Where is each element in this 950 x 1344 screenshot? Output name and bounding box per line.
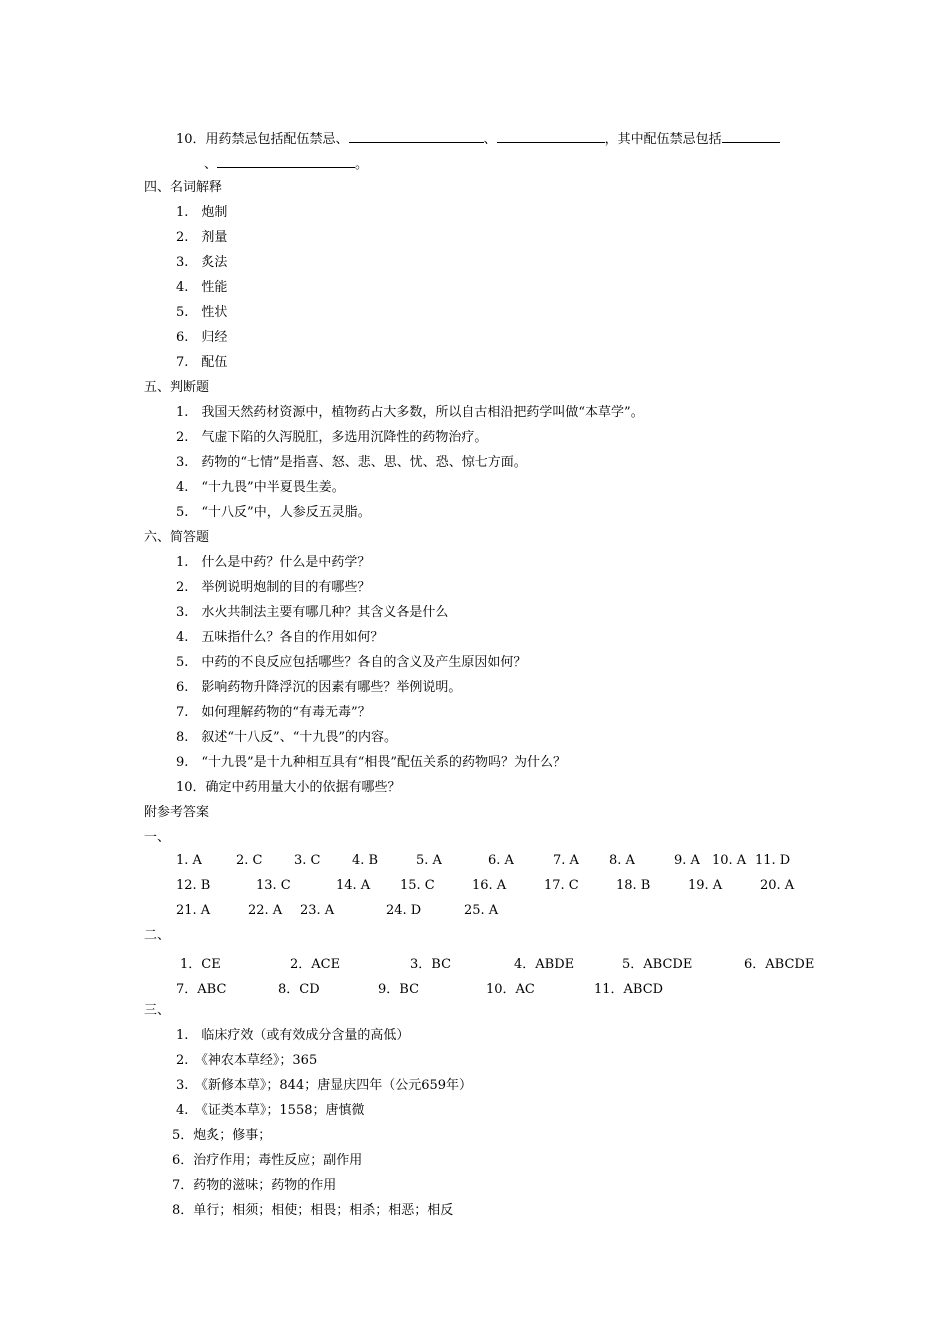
sec6-item: 6. 影响药物升降浮沉的因素有哪些？举例说明。: [176, 680, 462, 695]
answer-item: 20. A: [760, 878, 795, 893]
answers-heading: 附参考答案: [144, 805, 210, 820]
answer-item: 21. A: [176, 903, 211, 918]
answer-item: 3．BC: [410, 957, 452, 972]
answer-item: 12. B: [176, 878, 211, 893]
sec6-item: 4. 五味指什么？各自的作用如何？: [176, 630, 384, 645]
answer-item: 10．AC: [486, 982, 535, 997]
answer-item: 5．ABCDE: [622, 957, 693, 972]
answer-item: 14. A: [336, 878, 371, 893]
sec6-item: 10．确定中药用量大小的依据有哪些？: [176, 780, 401, 795]
sec5-item: 3. 药物的“七情”是指喜、怒、悲、思、忧、恐、惊七方面。: [176, 455, 527, 470]
sec6-item: 2. 举例说明炮制的目的有哪些？: [176, 580, 371, 595]
question-10-text-b: ，其中配伍禁忌包括: [604, 132, 722, 147]
answer-item: 7. A: [553, 853, 579, 868]
answer-item: 6．ABCDE: [744, 957, 815, 972]
answer-item: 18. B: [616, 878, 651, 893]
answer-item: 4．ABDE: [514, 957, 575, 972]
section-6-heading: 六、简答题: [144, 530, 210, 545]
answer-3-item: 4. 《证类本草》；1558；唐慎微: [176, 1103, 365, 1118]
answer-3-item: 1. 临床疗效（或有效成分含量的高低）: [176, 1028, 410, 1043]
question-10-cont-end: 。: [355, 157, 369, 172]
sec4-item: 4. 性能: [176, 280, 228, 295]
answer-item: 8．CD: [278, 982, 320, 997]
answer-item: 17. C: [544, 878, 579, 893]
answer-item: 1. A: [176, 853, 202, 868]
answer-item: 9．BC: [378, 982, 420, 997]
answer-item: 6. A: [488, 853, 514, 868]
answer-item: 1．CE: [180, 957, 221, 972]
answer-item: 7．ABC: [176, 982, 227, 997]
answer-item: 9. A: [674, 853, 700, 868]
answer-item: 8. A: [609, 853, 635, 868]
answer-item: 15. C: [400, 878, 435, 893]
answer-item: 2. C: [236, 853, 263, 868]
answer-3-item: 2. 《神农本草经》；365: [176, 1053, 318, 1068]
sec6-item: 9. “十九畏”是十九种相互具有“相畏”配伍关系的药物吗？为什么？: [176, 755, 566, 770]
answer-item: 22. A: [248, 903, 283, 918]
sec5-item: 2. 气虚下陷的久泻脱肛，多选用沉降性的药物治疗。: [176, 430, 488, 445]
answer-item: 4. B: [352, 853, 379, 868]
answer-item: 2．ACE: [290, 957, 341, 972]
sec6-item: 8. 叙述“十八反”、“十九畏”的内容。: [176, 730, 397, 745]
section-4-heading: 四、名词解释: [144, 180, 223, 195]
blank-2: [497, 130, 605, 143]
answer-item: 11．ABCD: [594, 982, 664, 997]
answer-item: 19. A: [688, 878, 723, 893]
answer-item: 5. A: [416, 853, 442, 868]
sec6-item: 7. 如何理解药物的“有毒无毒”？: [176, 705, 371, 720]
sec5-item: 4. “十九畏”中半夏畏生姜。: [176, 480, 345, 495]
answer-item: 3. C: [294, 853, 321, 868]
answer-3-item: 6．治疗作用；毒性反应；副作用: [172, 1153, 363, 1168]
blank-3: [722, 130, 780, 143]
sec4-item: 5. 性状: [176, 305, 228, 320]
sec4-item: 3. 炙法: [176, 255, 228, 270]
question-10-cont-a: 、: [204, 157, 218, 172]
answer-3-item: 3. 《新修本草》；844；唐显庆四年（公元659年）: [176, 1078, 473, 1093]
question-10-line1: [176, 130, 780, 148]
blank-1: [349, 130, 484, 143]
sec6-item: 5. 中药的不良反应包括哪些？各自的含义及产生原因如何？: [176, 655, 527, 670]
sec4-item: 2. 剂量: [176, 230, 228, 245]
answers-part3-label: 三、: [144, 1003, 171, 1018]
sec6-item: 3. 水火共制法主要有哪几种？其含义各是什么: [176, 605, 449, 620]
answer-item: 13. C: [256, 878, 291, 893]
answer-item: 24. D: [386, 903, 422, 918]
answer-item: 16. A: [472, 878, 507, 893]
answers-part2-label: 二、: [144, 928, 171, 943]
answer-3-item: 7．药物的滋味；药物的作用: [172, 1178, 337, 1193]
sec6-item: 1. 什么是中药？什么是中药学？: [176, 555, 371, 570]
question-10-line2: [204, 155, 368, 173]
answer-item: 11. D: [755, 853, 791, 868]
sec4-item: 1. 炮制: [176, 205, 228, 220]
sec5-item: 1. 我国天然药材资源中，植物药占大多数，所以自古相沿把药学叫做“本草学”。: [176, 405, 644, 420]
section-5-heading: 五、判断题: [144, 380, 210, 395]
answer-item: 10. A: [712, 853, 747, 868]
answer-3-item: 8．单行；相须；相使；相畏；相杀；相恶；相反: [172, 1203, 454, 1218]
answer-3-item: 5．炮炙；修事；: [172, 1128, 272, 1143]
question-10-text-a: 10．用药禁忌包括配伍禁忌、: [176, 132, 349, 147]
answers-part1-label: 一、: [144, 830, 171, 845]
answer-item: 25. A: [464, 903, 499, 918]
question-10-sep: 、: [483, 132, 497, 147]
sec4-item: 7. 配伍: [176, 355, 228, 370]
blank-4: [217, 155, 355, 168]
answer-item: 23. A: [300, 903, 335, 918]
sec4-item: 6. 归经: [176, 330, 228, 345]
sec5-item: 5. “十八反”中，人参反五灵脂。: [176, 505, 371, 520]
